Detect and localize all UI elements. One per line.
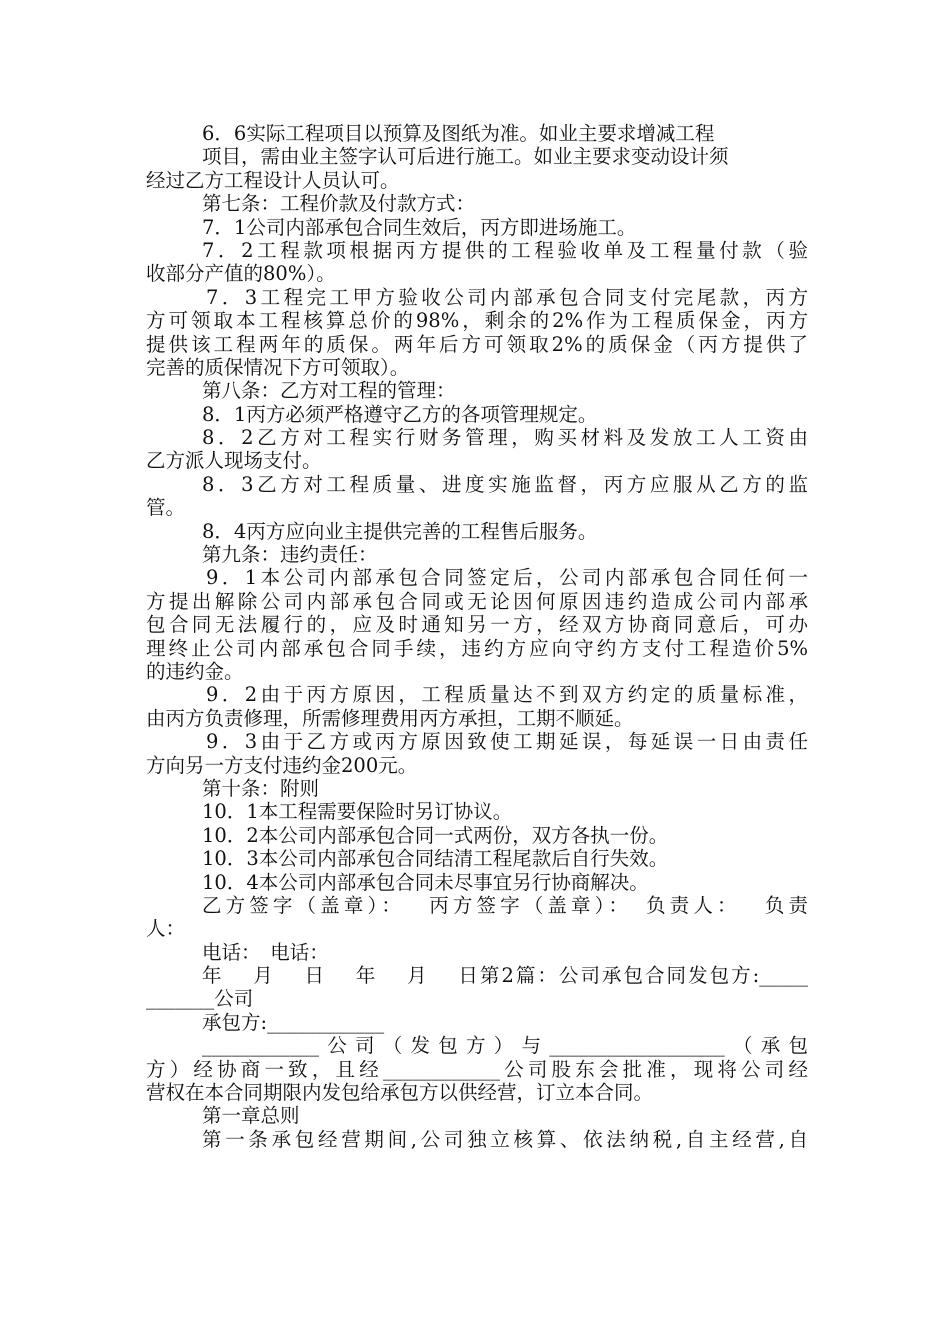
section-heading: 第九条：违约责任： — [202, 543, 378, 567]
text-line: 8．3乙方对工程质量、进度实施监督，丙方应服从乙方的监 — [202, 472, 808, 496]
text-line: 8．4丙方应向业主提供完善的工程售后服务。 — [202, 519, 598, 543]
contract-text — [146, 122, 808, 1151]
signature-line: 乙方签字（盖章）： 丙方签字（盖章）： 负责人： 负责 — [202, 893, 808, 917]
text-line: 乙方派人现场支付。 — [146, 449, 322, 473]
date-line: 年 月 日 年 月 日第2篇：公司承包合同发包方:_____ — [202, 964, 808, 988]
section-heading: 第七条：工程价款及付款方式： — [202, 192, 476, 216]
chapter-heading: 第一章总则 — [202, 1104, 300, 1128]
text-line: 提供该工程两年的质保。两年后方可领取2%的质保金（丙方提供了 — [146, 332, 808, 356]
section-heading: 第十条：附则 — [202, 776, 320, 800]
text-line: 10．4本公司内部承包合同未尽事宜另行协商解决。 — [202, 870, 649, 894]
text-line: 收部分产值的80%）。 — [146, 262, 336, 286]
text-line: 承包方:____________ — [202, 1010, 385, 1034]
text-line: 经过乙方工程设计人员认可。 — [146, 168, 400, 192]
text-line: _______公司 — [146, 987, 254, 1011]
text-line: 10．1本工程需要保险时另订协议。 — [202, 800, 513, 824]
text-line: 6．6实际工程项目以预算及图纸为准。如业主要求增减工程 — [202, 122, 715, 145]
text-line: 包合同无法履行的，应及时通知另一方，经双方协商同意后，可办 — [146, 613, 808, 637]
text-line: 项目，需由业主签字认可后进行施工。如业主要求变动设计须 — [202, 145, 729, 169]
section-heading: 第八条：乙方对工程的管理： — [202, 379, 456, 403]
text-line: 方向另一方支付违约金200元。 — [146, 753, 418, 777]
text-line: 7．3工程完工甲方验收公司内部承包合同支付完尾款，丙方 — [206, 285, 808, 309]
text-line: 10．3本公司内部承包合同结清工程尾款后自行失效。 — [202, 847, 669, 871]
text-line: 10．2本公司内部承包合同一式两份，双方各执一份。 — [202, 823, 669, 847]
text-line: 第一条承包经营期间,公司独立核算、依法纳税,自主经营,自 — [202, 1127, 808, 1151]
text-line: 9．1本公司内部承包合同签定后，公司内部承包合同任何一 — [206, 566, 808, 590]
text-line: 7．1公司内部承包合同生效后，丙方即进场施工。 — [202, 215, 637, 239]
text-line: 方）经协商一致，且经____________公司股东会批准，现将公司经 — [146, 1057, 808, 1081]
text-line: 理终止公司内部承包合同手续，违约方应向守约方支付工程造价5% — [146, 636, 808, 660]
signature-line: 人： — [146, 917, 186, 941]
text-line: ____________公司（发包方）与__________________（承包 — [202, 1034, 808, 1058]
text-line: 管。 — [146, 496, 186, 520]
phone-line: 电话： 电话： — [202, 940, 329, 964]
text-line: 营权在本合同期限内发包给承包方以供经营，订立本合同。 — [146, 1081, 654, 1105]
text-line: 7．2工程款项根据丙方提供的工程验收单及工程量付款（验 — [202, 238, 808, 262]
text-line: 方提出解除公司内部承包合同或无论因何原因违约造成公司内部承 — [146, 589, 808, 613]
text-line: 9．2由于丙方原因，工程质量达不到双方约定的质量标准， — [206, 683, 808, 707]
text-line: 8．1丙方必须严格遵守乙方的各项管理规定。 — [202, 402, 598, 426]
text-line: 的违约金。 — [146, 659, 244, 683]
text-line: 9．3由于乙方或丙方原因致使工期延误，每延误一日由责任 — [206, 730, 808, 754]
text-line: 8．2乙方对工程实行财务管理，购买材料及发放工人工资由 — [202, 426, 808, 450]
text-line: 由丙方负责修理，所需修理费用丙方承担，工期不顺延。 — [146, 706, 634, 730]
text-line: 完善的质保情况下方可领取）。 — [146, 355, 410, 379]
text-line: 方可领取本工程核算总价的98%，剩余的2%作为工程质保金，丙方 — [146, 309, 808, 333]
